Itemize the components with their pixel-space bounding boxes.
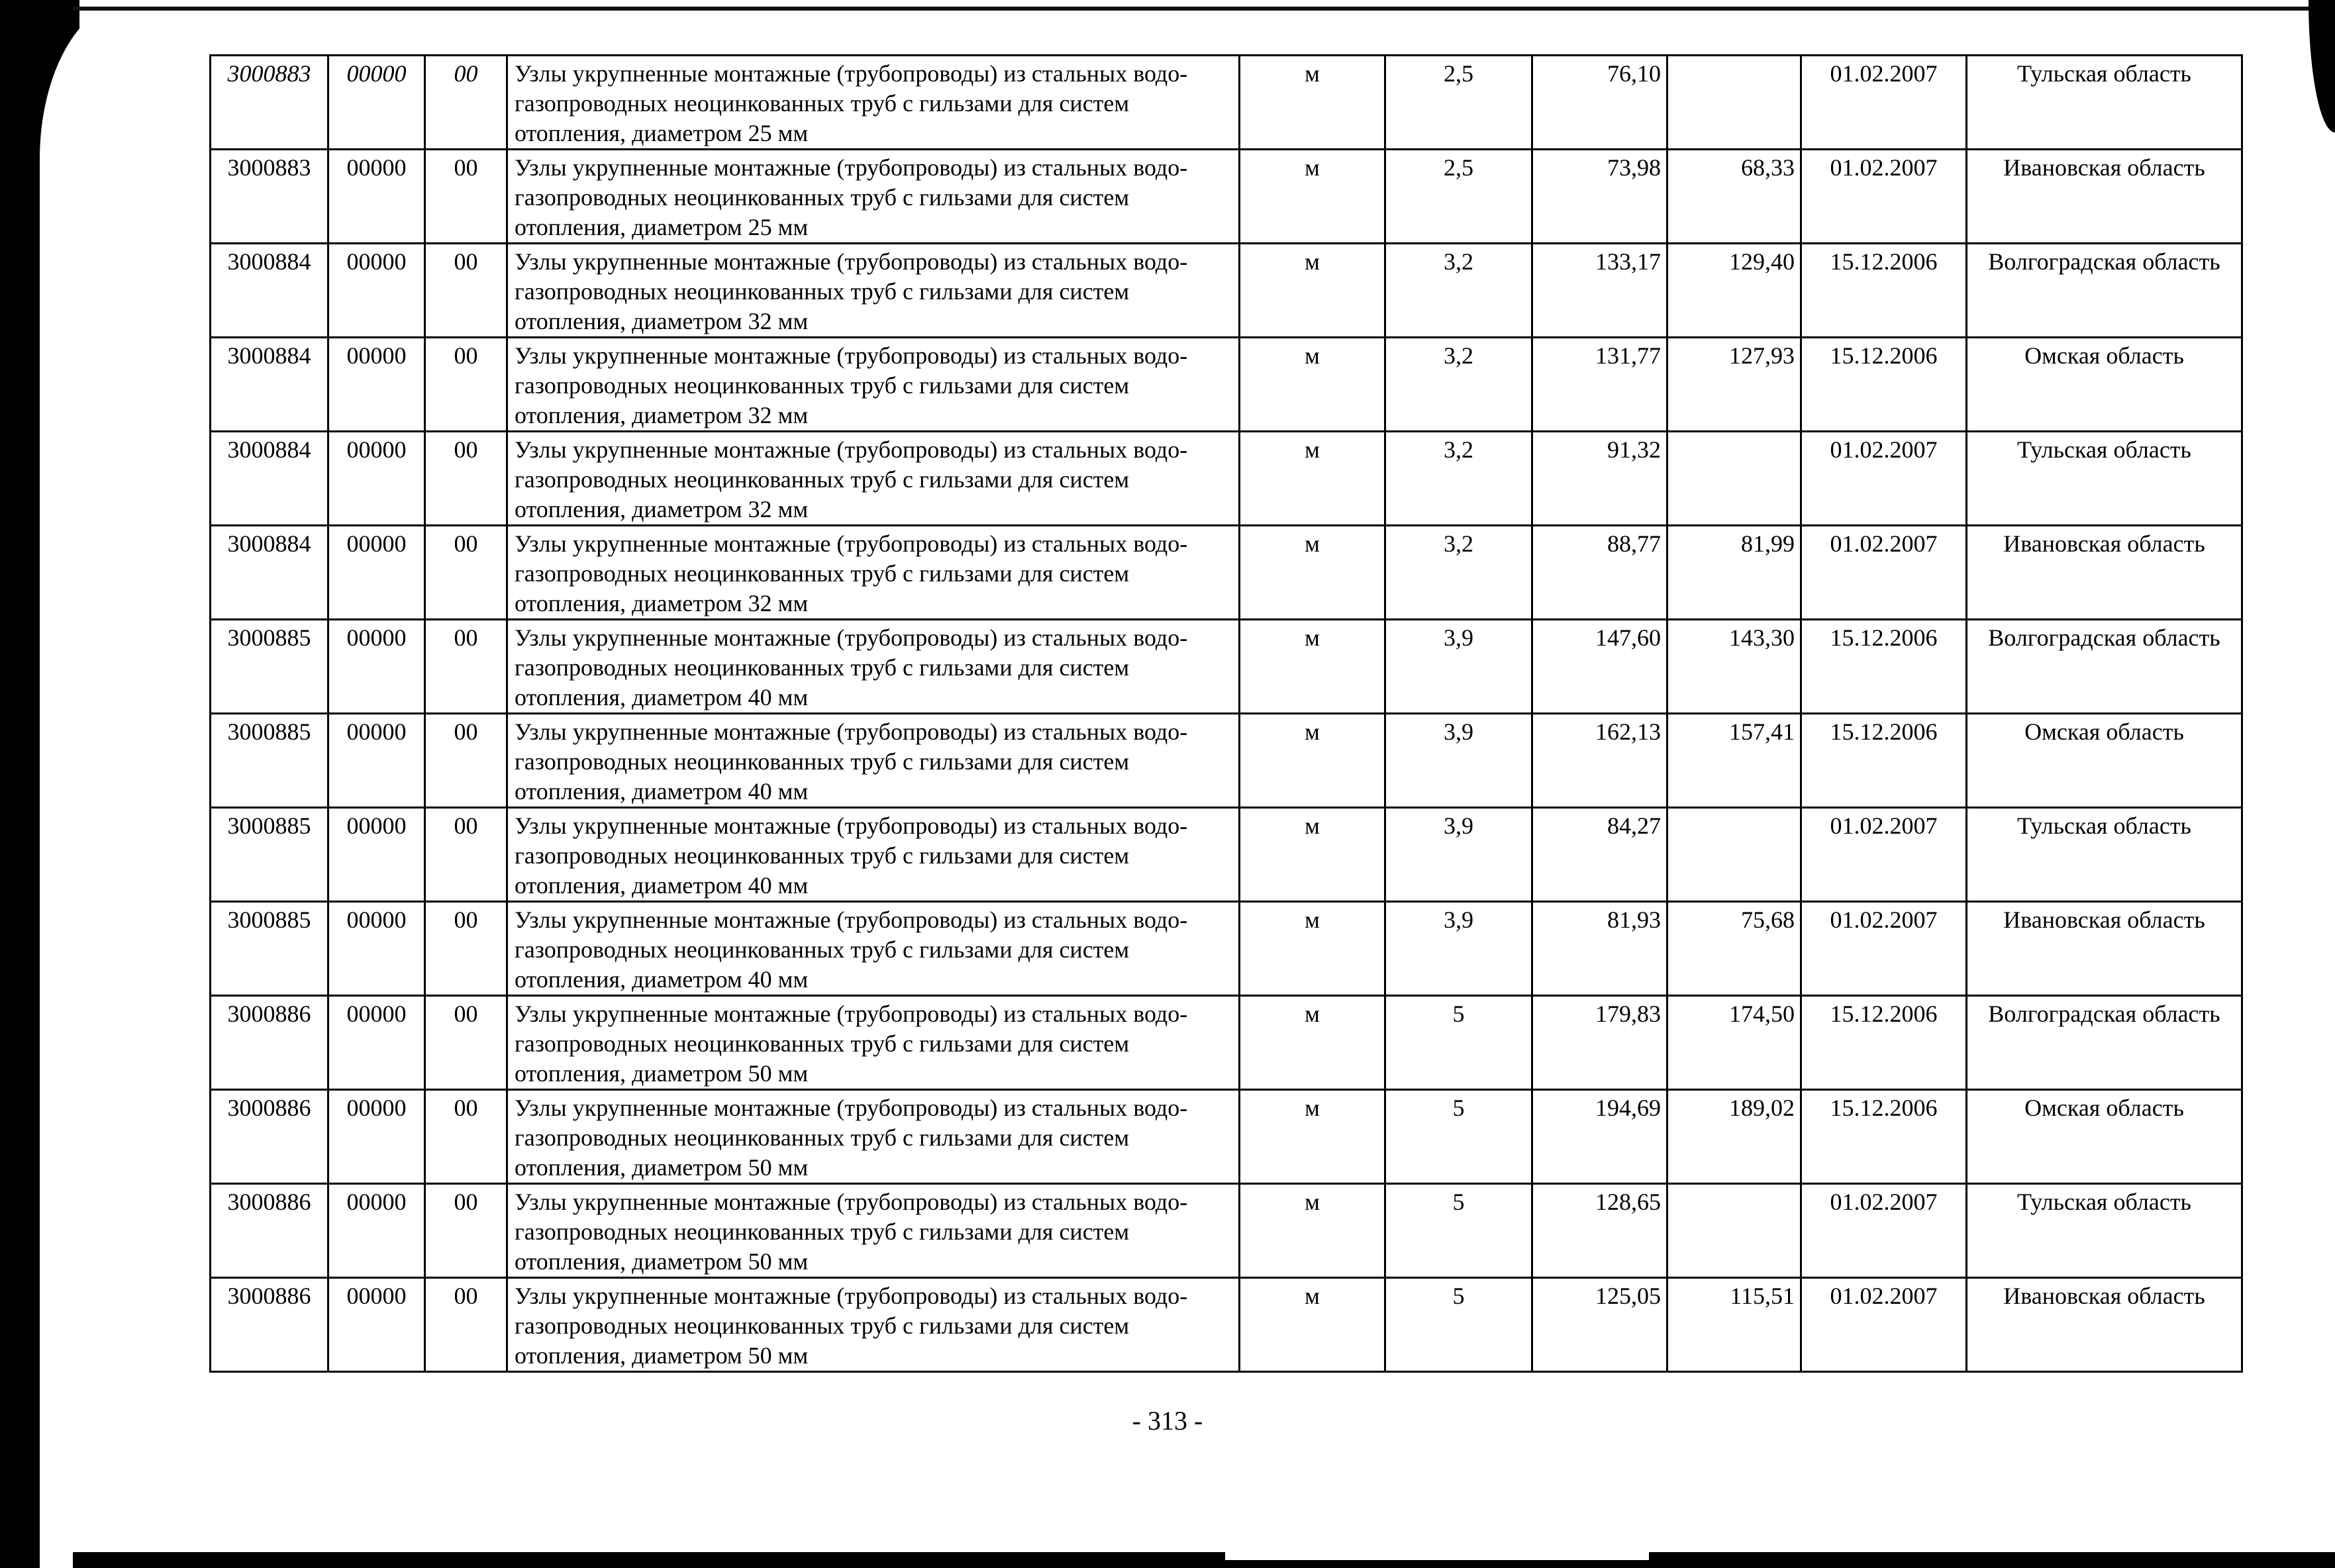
cell-date: 15.12.2006 <box>1801 244 1967 338</box>
cell-price: 76,10 <box>1532 56 1667 150</box>
cell-quantity: 3,2 <box>1385 338 1532 432</box>
cell-code: 3000884 <box>211 244 328 338</box>
cell-price: 91,32 <box>1532 432 1667 526</box>
scan-left-curve <box>40 0 132 1568</box>
cell-quantity: 3,2 <box>1385 244 1532 338</box>
scan-right-mark <box>2309 0 2335 132</box>
cell-unit: м <box>1240 1090 1385 1184</box>
cell-unit: м <box>1240 244 1385 338</box>
cell-region: Тульская область <box>1967 808 2242 902</box>
cell-region: Омская область <box>1967 338 2242 432</box>
cell-subcode: 00000 <box>328 620 425 714</box>
cell-name: Узлы укрупненные монтажные (трубопроводы) из стальных водо-газопроводных неоцинкованных труб с гильзами для систем отопления, диаметром 40 мм <box>507 620 1240 714</box>
cell-quantity: 5 <box>1385 1184 1532 1278</box>
cell-price-alt: 75,68 <box>1667 902 1801 996</box>
cell-price-alt: 127,93 <box>1667 338 1801 432</box>
cell-group: 00 <box>425 996 507 1090</box>
cell-code: 3000884 <box>211 432 328 526</box>
cell-subcode: 00000 <box>328 432 425 526</box>
cell-group: 00 <box>425 620 507 714</box>
cell-price-alt <box>1667 1184 1801 1278</box>
cell-region: Тульская область <box>1967 432 2242 526</box>
cell-unit: м <box>1240 338 1385 432</box>
cell-quantity: 3,9 <box>1385 620 1532 714</box>
cell-name: Узлы укрупненные монтажные (трубопроводы) из стальных водо-газопроводных неоцинкованных труб с гильзами для систем отопления, диаметром 32 мм <box>507 432 1240 526</box>
cell-date: 15.12.2006 <box>1801 1090 1967 1184</box>
price-table-wrapper <box>209 54 2241 1373</box>
cell-price-alt <box>1667 432 1801 526</box>
cell-date: 15.12.2006 <box>1801 996 1967 1090</box>
cell-group: 00 <box>425 150 507 244</box>
cell-quantity: 2,5 <box>1385 56 1532 150</box>
table-row <box>211 150 2242 244</box>
cell-name: Узлы укрупненные монтажные (трубопроводы) из стальных водо-газопроводных неоцинкованных труб с гильзами для систем отопления, диаметром 32 мм <box>507 244 1240 338</box>
cell-code: 3000883 <box>211 150 328 244</box>
cell-region: Волгоградская область <box>1967 996 2242 1090</box>
cell-price: 84,27 <box>1532 808 1667 902</box>
cell-group: 00 <box>425 338 507 432</box>
table-row <box>211 56 2242 150</box>
cell-group: 00 <box>425 432 507 526</box>
cell-price: 125,05 <box>1532 1278 1667 1372</box>
cell-quantity: 2,5 <box>1385 150 1532 244</box>
cell-price-alt: 143,30 <box>1667 620 1801 714</box>
table-row <box>211 1278 2242 1372</box>
cell-price: 179,83 <box>1532 996 1667 1090</box>
cell-subcode: 00000 <box>328 714 425 808</box>
cell-group: 00 <box>425 714 507 808</box>
cell-subcode: 00000 <box>328 996 425 1090</box>
cell-quantity: 3,9 <box>1385 808 1532 902</box>
cell-unit: м <box>1240 714 1385 808</box>
cell-subcode: 00000 <box>328 244 425 338</box>
cell-name: Узлы укрупненные монтажные (трубопроводы) из стальных водо-газопроводных неоцинкованных труб с гильзами для систем отопления, диаметром 50 мм <box>507 996 1240 1090</box>
cell-date: 15.12.2006 <box>1801 714 1967 808</box>
table-row <box>211 1184 2242 1278</box>
cell-name: Узлы укрупненные монтажные (трубопроводы) из стальных водо-газопроводных неоцинкованных труб с гильзами для систем отопления, диаметром 40 мм <box>507 808 1240 902</box>
cell-name: Узлы укрупненные монтажные (трубопроводы) из стальных водо-газопроводных неоцинкованных труб с гильзами для систем отопления, диаметром 32 мм <box>507 338 1240 432</box>
cell-date: 01.02.2007 <box>1801 150 1967 244</box>
cell-date: 01.02.2007 <box>1801 56 1967 150</box>
cell-date: 01.02.2007 <box>1801 432 1967 526</box>
cell-code: 3000886 <box>211 1184 328 1278</box>
cell-price-alt: 157,41 <box>1667 714 1801 808</box>
cell-unit: м <box>1240 808 1385 902</box>
cell-name: Узлы укрупненные монтажные (трубопроводы) из стальных водо-газопроводных неоцинкованных труб с гильзами для систем отопления, диаметром 25 мм <box>507 150 1240 244</box>
table-row <box>211 996 2242 1090</box>
cell-unit: м <box>1240 1184 1385 1278</box>
cell-price-alt <box>1667 808 1801 902</box>
cell-code: 3000886 <box>211 1278 328 1372</box>
cell-quantity: 5 <box>1385 1090 1532 1184</box>
cell-quantity: 3,2 <box>1385 526 1532 620</box>
cell-subcode: 00000 <box>328 1278 425 1372</box>
scan-bottom-line <box>73 1552 2335 1568</box>
cell-subcode: 00000 <box>328 56 425 150</box>
cell-code: 3000883 <box>211 56 328 150</box>
cell-price: 88,77 <box>1532 526 1667 620</box>
cell-name: Узлы укрупненные монтажные (трубопроводы) из стальных водо-газопроводных неоцинкованных труб с гильзами для систем отопления, диаметром 50 мм <box>507 1278 1240 1372</box>
price-table <box>209 54 2243 1373</box>
table-row <box>211 1090 2242 1184</box>
cell-date: 01.02.2007 <box>1801 526 1967 620</box>
cell-name: Узлы укрупненные монтажные (трубопроводы) из стальных водо-газопроводных неоцинкованных труб с гильзами для систем отопления, диаметром 40 мм <box>507 714 1240 808</box>
cell-group: 00 <box>425 1184 507 1278</box>
cell-price-alt: 174,50 <box>1667 996 1801 1090</box>
cell-price-alt: 115,51 <box>1667 1278 1801 1372</box>
cell-group: 00 <box>425 526 507 620</box>
cell-date: 01.02.2007 <box>1801 1278 1967 1372</box>
cell-price: 81,93 <box>1532 902 1667 996</box>
cell-code: 3000886 <box>211 996 328 1090</box>
cell-unit: м <box>1240 526 1385 620</box>
cell-group: 00 <box>425 1278 507 1372</box>
cell-unit: м <box>1240 620 1385 714</box>
cell-date: 15.12.2006 <box>1801 338 1967 432</box>
cell-name: Узлы укрупненные монтажные (трубопроводы) из стальных водо-газопроводных неоцинкованных труб с гильзами для систем отопления, диаметром 25 мм <box>507 56 1240 150</box>
cell-quantity: 3,9 <box>1385 902 1532 996</box>
cell-unit: м <box>1240 56 1385 150</box>
cell-name: Узлы укрупненные монтажные (трубопроводы) из стальных водо-газопроводных неоцинкованных труб с гильзами для систем отопления, диаметром 32 мм <box>507 526 1240 620</box>
cell-group: 00 <box>425 808 507 902</box>
cell-unit: м <box>1240 1278 1385 1372</box>
cell-price: 131,77 <box>1532 338 1667 432</box>
cell-subcode: 00000 <box>328 150 425 244</box>
cell-code: 3000885 <box>211 714 328 808</box>
cell-region: Ивановская область <box>1967 526 2242 620</box>
cell-price: 194,69 <box>1532 1090 1667 1184</box>
cell-group: 00 <box>425 244 507 338</box>
cell-price-alt: 68,33 <box>1667 150 1801 244</box>
cell-price: 73,98 <box>1532 150 1667 244</box>
cell-subcode: 00000 <box>328 808 425 902</box>
scan-bottom-gap <box>1225 1552 1649 1560</box>
cell-subcode: 00000 <box>328 902 425 996</box>
table-row <box>211 244 2242 338</box>
cell-price-alt: 129,40 <box>1667 244 1801 338</box>
cell-subcode: 00000 <box>328 526 425 620</box>
cell-name: Узлы укрупненные монтажные (трубопроводы) из стальных водо-газопроводных неоцинкованных труб с гильзами для систем отопления, диаметром 50 мм <box>507 1090 1240 1184</box>
cell-region: Ивановская область <box>1967 902 2242 996</box>
cell-code: 3000884 <box>211 338 328 432</box>
cell-region: Ивановская область <box>1967 1278 2242 1372</box>
cell-region: Ивановская область <box>1967 150 2242 244</box>
cell-region: Тульская область <box>1967 1184 2242 1278</box>
cell-price-alt: 81,99 <box>1667 526 1801 620</box>
cell-group: 00 <box>425 1090 507 1184</box>
cell-group: 00 <box>425 56 507 150</box>
cell-price: 162,13 <box>1532 714 1667 808</box>
cell-region: Волгоградская область <box>1967 620 2242 714</box>
cell-subcode: 00000 <box>328 1090 425 1184</box>
cell-price: 147,60 <box>1532 620 1667 714</box>
cell-subcode: 00000 <box>328 338 425 432</box>
cell-price: 128,65 <box>1532 1184 1667 1278</box>
cell-code: 3000885 <box>211 808 328 902</box>
cell-quantity: 3,2 <box>1385 432 1532 526</box>
cell-code: 3000885 <box>211 620 328 714</box>
table-row <box>211 902 2242 996</box>
cell-date: 01.02.2007 <box>1801 902 1967 996</box>
cell-region: Омская область <box>1967 714 2242 808</box>
cell-code: 3000885 <box>211 902 328 996</box>
cell-region: Тульская область <box>1967 56 2242 150</box>
cell-code: 3000884 <box>211 526 328 620</box>
cell-price: 133,17 <box>1532 244 1667 338</box>
scan-top-line <box>73 7 2335 11</box>
cell-price-alt <box>1667 56 1801 150</box>
table-row <box>211 808 2242 902</box>
table-body <box>211 56 2242 1372</box>
cell-code: 3000886 <box>211 1090 328 1184</box>
table-row <box>211 526 2242 620</box>
cell-region: Омская область <box>1967 1090 2242 1184</box>
cell-date: 01.02.2007 <box>1801 808 1967 902</box>
cell-unit: м <box>1240 902 1385 996</box>
cell-region: Волгоградская область <box>1967 244 2242 338</box>
cell-quantity: 5 <box>1385 996 1532 1090</box>
cell-subcode: 00000 <box>328 1184 425 1278</box>
table-row <box>211 338 2242 432</box>
table-row <box>211 714 2242 808</box>
cell-group: 00 <box>425 902 507 996</box>
cell-name: Узлы укрупненные монтажные (трубопроводы) из стальных водо-газопроводных неоцинкованных труб с гильзами для систем отопления, диаметром 40 мм <box>507 902 1240 996</box>
cell-quantity: 3,9 <box>1385 714 1532 808</box>
table-row <box>211 432 2242 526</box>
cell-date: 01.02.2007 <box>1801 1184 1967 1278</box>
cell-unit: м <box>1240 150 1385 244</box>
cell-unit: м <box>1240 432 1385 526</box>
cell-name: Узлы укрупненные монтажные (трубопроводы) из стальных водо-газопроводных неоцинкованных труб с гильзами для систем отопления, диаметром 50 мм <box>507 1184 1240 1278</box>
cell-unit: м <box>1240 996 1385 1090</box>
cell-price-alt: 189,02 <box>1667 1090 1801 1184</box>
table-row <box>211 620 2242 714</box>
cell-quantity: 5 <box>1385 1278 1532 1372</box>
page-number: - 313 - <box>1132 1406 1203 1436</box>
cell-date: 15.12.2006 <box>1801 620 1967 714</box>
